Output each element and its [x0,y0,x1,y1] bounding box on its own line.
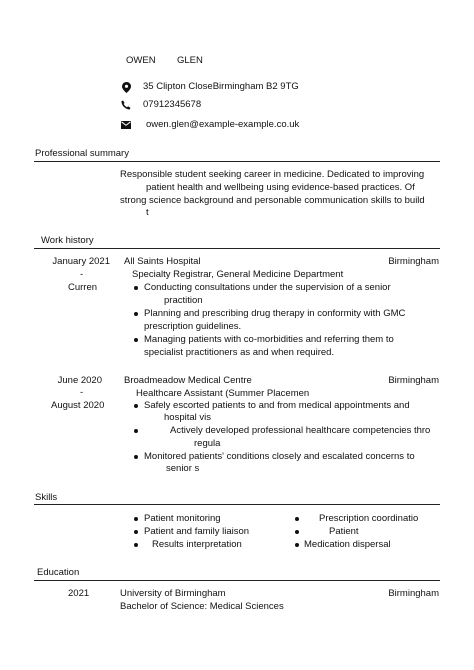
location-pin-icon [120,81,132,93]
envelope-icon [120,119,132,131]
summary-line: strong science background and personable communication skills to build [120,195,425,206]
bullet-dot [134,338,138,342]
section-divider [34,248,440,249]
last-name: GLEN [177,55,203,66]
job-bullet-text: senior s [166,463,200,474]
job-bullet-text: Monitored patients' conditions closely and escalated concerns to [144,451,415,462]
bullet-dot [134,455,138,459]
job-bullet-text: Conducting consultations under the supervision of a senior [144,282,391,293]
bullet-dot [134,429,138,433]
bullet-dot [134,404,138,408]
job-date-separator: - [80,269,84,280]
phone-icon [120,99,132,111]
section-divider [34,161,440,162]
job-location: Birmingham [388,375,439,386]
summary-line: Responsible student seeking career in medicine. Dedicated to improving [120,169,425,180]
skill-item: Medication dispersal [304,539,391,550]
skill-item: Patient and family liaison [144,526,250,537]
skill-item: Prescription coordinatio [319,513,419,524]
first-name: OWEN [126,55,156,66]
section-title-summary: Professional summary [35,148,129,159]
job-date-end: August 2020 [51,400,105,411]
education-degree: Bachelor of Science: Medical Sciences [120,601,284,612]
section-divider [34,504,440,505]
job-date-end: Curren [68,282,98,293]
job-bullet-text: Safely escorted patients to and from medical appointments and [144,400,410,411]
section-title-work: Work history [41,235,94,246]
job-date-start: June 2020 [57,375,102,386]
job-bullet-text: Managing patients with co-morbidities and referring them to [144,334,394,345]
job-bullet-text: regula [194,438,221,449]
address: 35 Clipton CloseBirmingham B2 9TG [143,81,299,92]
bullet-dot [295,543,299,547]
email[interactable]: owen.glen@example-example.co.uk [146,119,300,130]
skill-item: Patient monitoring [144,513,221,524]
phone: 07912345678 [143,99,202,110]
job-bullet-text: prescription guidelines. [144,321,242,332]
job-bullet-text: Actively developed professional healthcare competencies thro [170,425,431,436]
job-role: Healthcare Assistant (Summer Placemen [136,388,310,399]
job-employer: Broadmeadow Medical Centre [124,375,252,386]
job-location: Birmingham [388,256,439,267]
education-school: University of Birmingham [120,588,226,599]
education-location: Birmingham [388,588,439,599]
job-role: Specialty Registrar, General Medicine Department [132,269,344,280]
job-bullet-text: hospital vis [164,412,211,423]
job-date-start: January 2021 [52,256,110,267]
job-bullet-text: Planning and prescribing drug therapy in conformity with GMC [144,308,406,319]
section-title-education: Education [37,567,80,578]
bullet-dot [295,517,299,521]
bullet-dot [134,286,138,290]
summary-line: t [146,207,149,218]
education-year: 2021 [68,588,90,599]
bullet-dot [134,530,138,534]
section-divider [34,580,440,581]
bullet-dot [134,312,138,316]
bullet-dot [134,543,138,547]
job-bullet-text: specialist practitioners as and when required. [144,347,335,358]
job-employer: All Saints Hospital [124,256,201,267]
summary-line: patient health and wellbeing using evidence-based practices. Of [146,182,415,193]
section-title-skills: Skills [35,492,58,503]
skill-item: Patient [329,526,359,537]
bullet-dot [295,530,299,534]
skill-item: Results interpretation [152,539,242,550]
job-date-separator: - [80,387,84,398]
job-bullet-text: practition [164,295,203,306]
bullet-dot [134,517,138,521]
